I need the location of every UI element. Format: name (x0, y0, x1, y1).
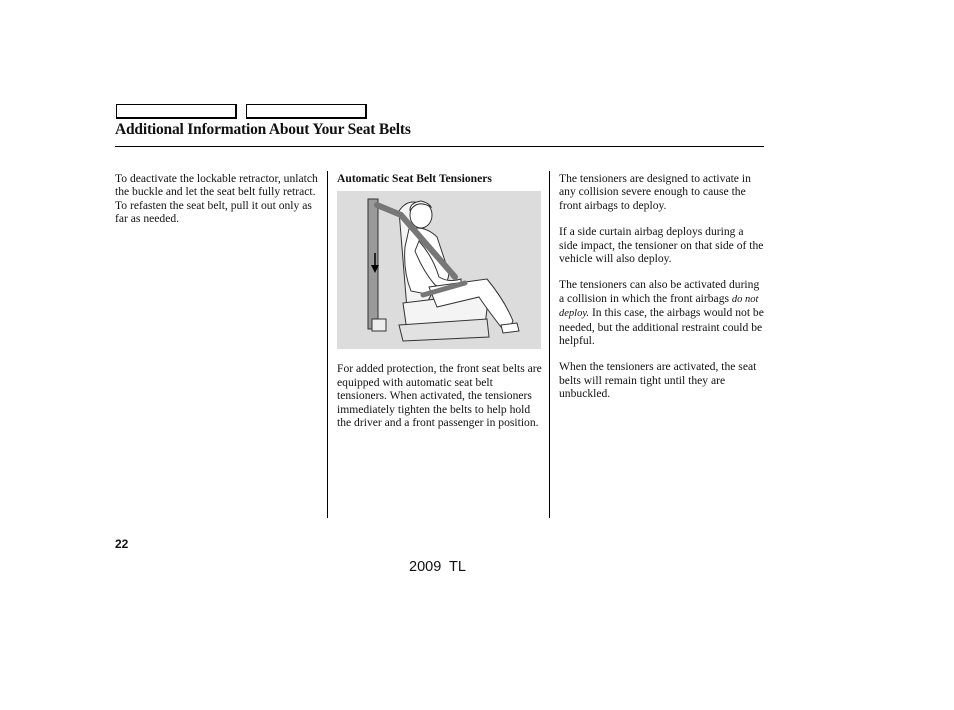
lockable-retractor-paragraph: To deactivate the lockable retractor, unlatch the buckle and let the seat belt fully retract. To refasten the seat belt, pull it out only as far as needed. (115, 172, 318, 226)
column-divider-1 (327, 171, 328, 518)
column-3 (559, 172, 764, 414)
remain-tight-paragraph: When the tensioners are activated, the seat belts will remain tight until they are unbuckled. (559, 360, 757, 401)
occupant-feet (501, 323, 519, 333)
column-2 (337, 172, 542, 442)
no-deploy-italic: do not deploy. (559, 293, 759, 320)
no-deploy-text-1: The tensioners can also be activated during a collision in which the front airbags (559, 278, 760, 305)
page-number: 22 (115, 537, 129, 551)
footer-model: 2009 TL (409, 559, 466, 575)
tensioner-intro-paragraph: For added protection, the front seat belts are equipped with automatic seat belt tensioners. When activated, the tensioners immediately tighten the belts to help hold the driver and a front passenger in position. (337, 362, 542, 430)
side-airbag-paragraph: If a side curtain airbag deploys during a side impact, the tensioner on that side of the vehicle will also deploy. (559, 225, 764, 266)
section-heading: Automatic Seat Belt Tensioners (337, 172, 492, 185)
retractor-unit (372, 319, 386, 331)
title-rule (115, 146, 764, 147)
column-1 (115, 172, 320, 239)
header-tab-box-1 (116, 104, 237, 119)
column-divider-2 (549, 171, 550, 518)
seat-belt-tensioner-illustration (337, 191, 541, 349)
no-deploy-text-2: In this case, the airbags would not be needed, but the additional restraint could be helpful. (559, 306, 764, 348)
no-deploy-paragraph (559, 278, 764, 347)
page-title: Additional Information About Your Seat Belts (115, 121, 411, 138)
tensioner-design-paragraph: The tensioners are designed to activate in any collision severe enough to cause the front airbags to deploy. (559, 172, 751, 212)
seated-occupant-drawing (337, 191, 541, 349)
belt-retractor-pillar (368, 199, 378, 329)
header-tab-box-2 (246, 104, 367, 119)
